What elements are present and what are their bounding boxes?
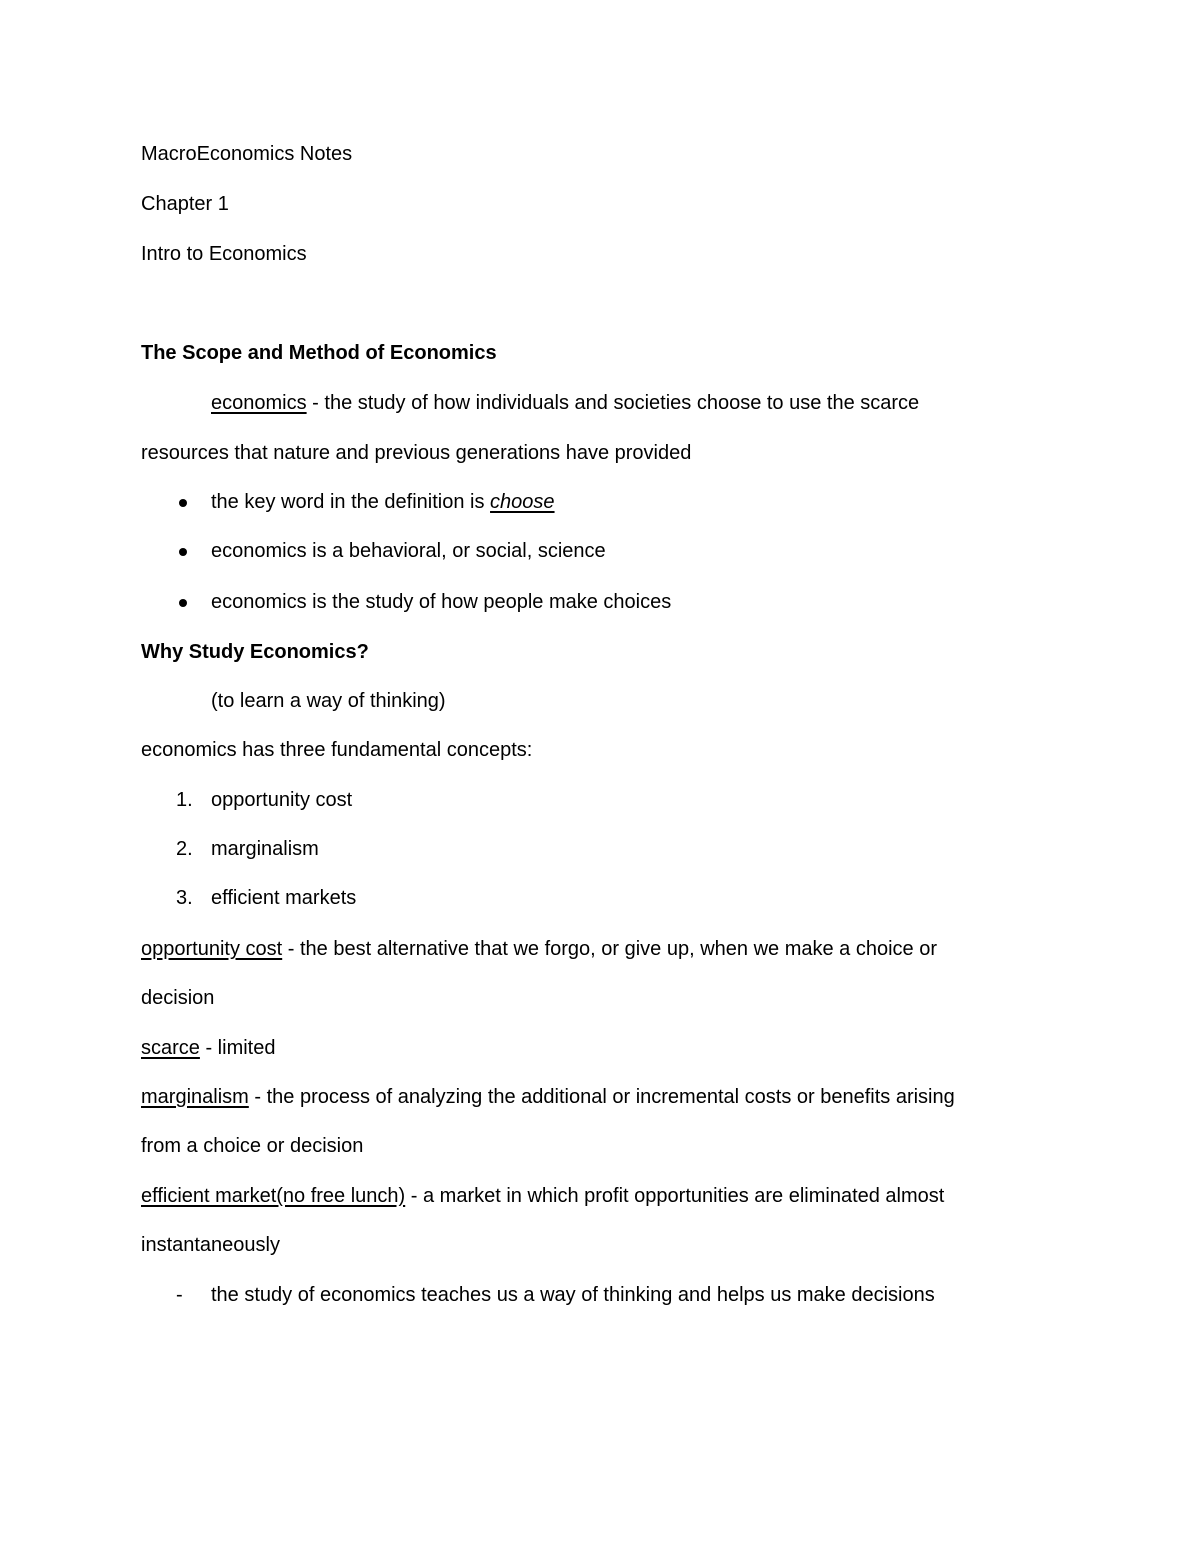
definition-cont: instantaneously <box>141 1234 280 1256</box>
bullet-item: economics is the study of how people make choices <box>211 591 672 613</box>
bullet-marker <box>179 548 187 556</box>
dash-marker: - <box>176 1284 183 1306</box>
bullet-marker <box>179 599 187 607</box>
definition-efficient-market <box>141 1183 944 1209</box>
definition-text: - the study of how individuals and societies choose to use the scarce <box>306 392 920 414</box>
definition-cont: from a choice or decision <box>141 1135 364 1157</box>
closing-statement: the study of economics teaches us a way of thinking and helps us make decisions <box>211 1284 935 1306</box>
chapter-label: Chapter 1 <box>141 193 229 215</box>
term-marginalism: marginalism <box>141 1086 249 1108</box>
bullet-item <box>211 489 555 515</box>
definition-text: - a market in which profit opportunities are eliminated almost <box>405 1185 945 1207</box>
list-number: 1. <box>176 789 193 811</box>
bullet-marker <box>179 499 187 507</box>
term-efficient-market: efficient market(no free lunch) <box>141 1185 406 1207</box>
definition-cont: decision <box>141 987 215 1009</box>
emphasis-choose: choose <box>490 491 555 513</box>
term-opportunity-cost: opportunity cost <box>141 938 283 960</box>
bullet-text: the key word in the definition is <box>211 491 491 513</box>
section-heading-why: Why Study Economics? <box>141 641 369 663</box>
list-item: marginalism <box>211 838 319 860</box>
list-item: efficient markets <box>211 887 357 909</box>
section-heading-scope: The Scope and Method of Economics <box>141 342 497 364</box>
list-number: 3. <box>176 887 193 909</box>
aside-note: (to learn a way of thinking) <box>211 690 446 712</box>
term-scarce: scarce <box>141 1037 200 1059</box>
bullet-item: economics is a behavioral, or social, science <box>211 540 606 562</box>
definition-text: - limited <box>199 1037 276 1059</box>
term-economics: economics <box>211 392 307 414</box>
economics-definition-cont: resources that nature and previous generations have provided <box>141 442 692 464</box>
definition-scarce <box>141 1035 275 1061</box>
definition-text: - the best alternative that we forgo, or give up, when we make a choice or <box>282 938 937 960</box>
concepts-intro: economics has three fundamental concepts: <box>141 739 533 761</box>
doc-subtitle: Intro to Economics <box>141 243 307 265</box>
economics-definition <box>211 390 919 416</box>
doc-title: MacroEconomics Notes <box>141 143 353 165</box>
list-item: opportunity cost <box>211 789 353 811</box>
definition-marginalism <box>141 1084 955 1110</box>
definition-opportunity-cost <box>141 936 937 962</box>
definition-text: - the process of analyzing the additional or incremental costs or benefits arising <box>248 1086 955 1108</box>
list-number: 2. <box>176 838 193 860</box>
